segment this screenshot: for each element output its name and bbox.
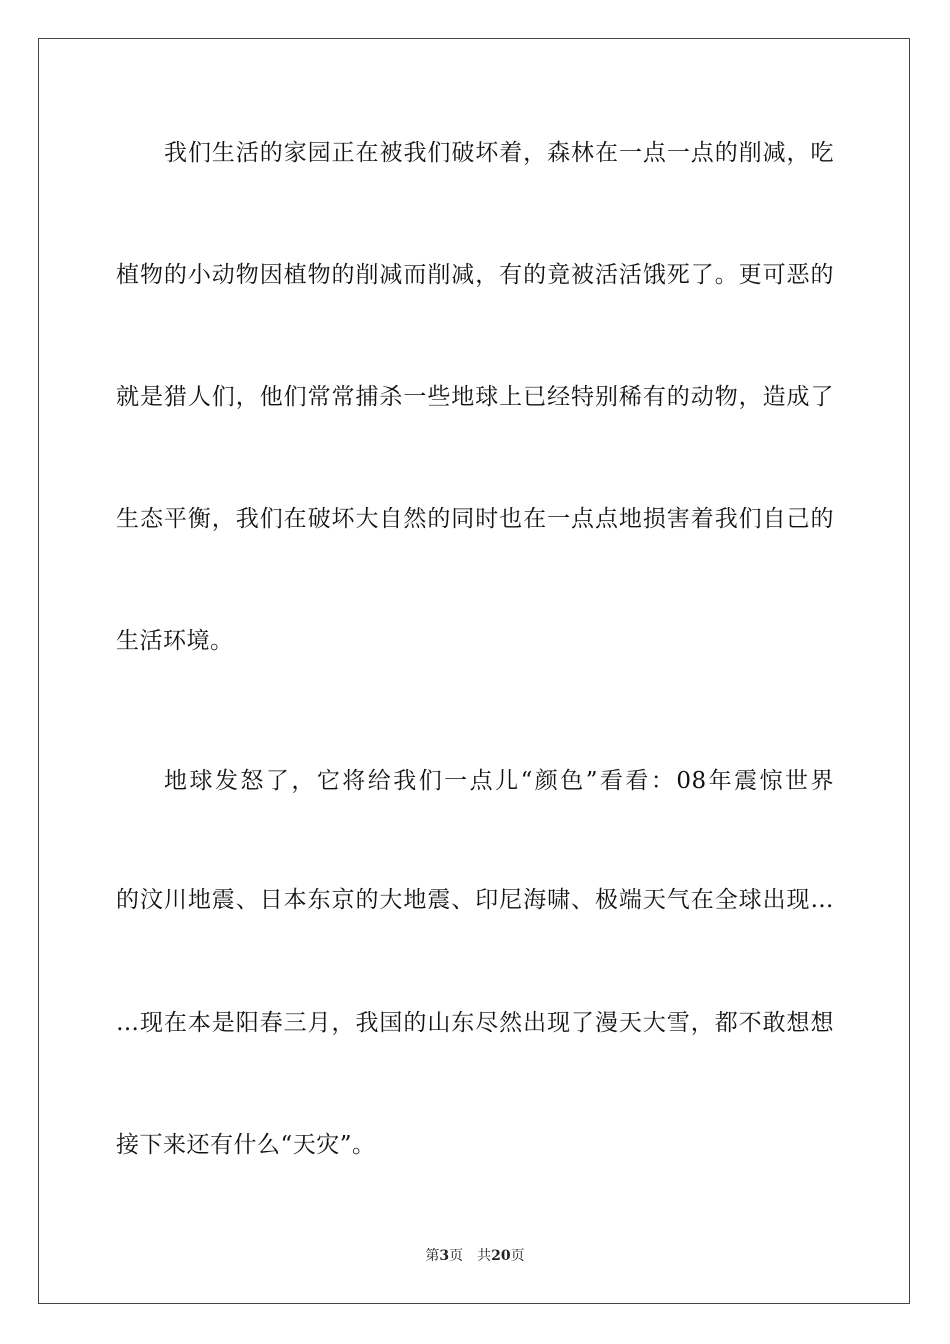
footer-total-pages: 20 <box>491 1248 511 1264</box>
paragraph-2-line-4: 接下来还有什么“天灾”。 <box>116 1132 376 1158</box>
paragraph-1-line-2: 植物的小动物因植物的削减而削减，有的竟被活活饿死了。更可恶的 <box>116 262 834 288</box>
page-footer <box>0 1246 950 1266</box>
footer-total-suffix: 页 <box>510 1248 525 1264</box>
footer-page-prefix: 第 <box>425 1248 440 1264</box>
paragraph-1-line-3: 就是猎人们，他们常常捕杀一些地球上已经特别稀有的动物，造成了 <box>116 384 834 410</box>
footer-total-prefix: 共 <box>477 1248 492 1264</box>
paragraph-1-line-5: 生活环境。 <box>116 628 234 654</box>
paragraph-1-line-1: 我们生活的家园正在被我们破坏着，森林在一点一点的削减，吃 <box>164 140 834 166</box>
page-border <box>38 38 910 1304</box>
paragraph-2-line-2: 的汶川地震、日本东京的大地震、印尼海啸、极端天气在全球出现… <box>116 887 834 913</box>
footer-page-suffix: 页 <box>449 1248 464 1264</box>
footer-page-number: 3 <box>439 1248 450 1264</box>
paragraph-2-line-3: …现在本是阳春三月，我国的山东尽然出现了漫天大雪，都不敢想想 <box>116 1010 834 1036</box>
paragraph-2-line-1: 地球发怒了，它将给我们一点儿“颜色”看看：08年震惊世界 <box>164 768 834 794</box>
paragraph-1-line-4: 生态平衡，我们在破坏大自然的同时也在一点点地损害着我们自己的 <box>116 506 834 532</box>
